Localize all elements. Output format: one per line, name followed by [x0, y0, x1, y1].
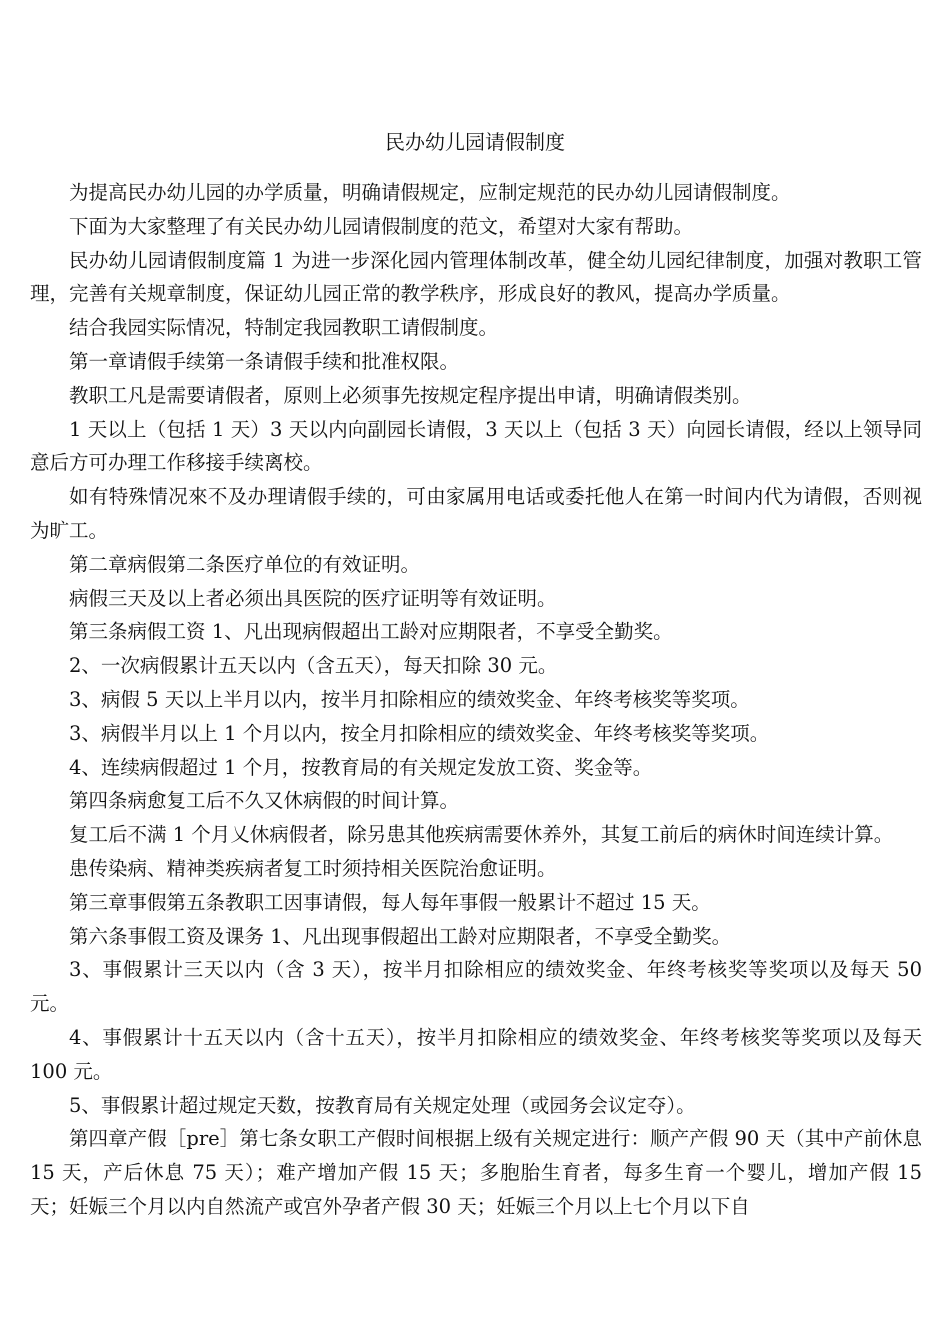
paragraph: 3、病假半月以上 1 个月以内，按全月扣除相应的绩效奖金、年终考核奖等奖项。: [69, 721, 770, 745]
paragraph: 3、病假 5 天以上半月以内，按半月扣除相应的绩效奖金、年终考核奖等奖项。: [69, 687, 750, 711]
paragraph: 为提高民办幼儿园的办学质量，明确请假规定，应制定规范的民办幼儿园请假制度。: [69, 181, 791, 204]
paragraph: 如有特殊情况來不及办理请假手续的，可由家属用电话或委托他人在第一时间内代为请假，否则视为旷工。: [30, 485, 922, 542]
document-body: [30, 176, 922, 1224]
paragraph: 教职工凡是需要请假者，原则上必须事先按规定程序提出申请，明确请假类别。: [69, 383, 752, 407]
paragraph: 复工后不满 1 个月乂休病假者，除另患其他疾病需要休养外，其复工前后的病休时间连续计算。: [69, 823, 894, 847]
paragraph: 第一章请假手续第一条请假手续和批准权限。: [69, 349, 460, 373]
paragraph: 第三条病假工资 1、凡出现病假超出工龄对应期限者，不享受全勤奖。: [69, 620, 673, 644]
paragraph: 4、连续病假超过 1 个月，按教育局的有关规定发放工资、奖金等。: [69, 755, 653, 779]
paragraph: 第四条病愈复工后不久又休病假的时间计算。: [69, 789, 460, 813]
paragraph: 下面为大家整理了有关民办幼儿园请假制度的范文，希望对大家有帮助。: [69, 214, 694, 238]
paragraph: 民办幼儿园请假制度篇 1 为进一步深化园内管理体制改革，健全幼儿园纪律制度，加强对教职工管理，完善有关规章制度，保证幼儿园正常的教学秩序，形成良好的教风，提高办学质量。: [30, 248, 922, 306]
paragraph: 第四章产假［pre］第七条女职工产假时间根据上级有关规定进行：顺产产假 90 天（其中产前休息 15 天，产后休息 75 天）；难产增加产假 15 天；多胞胎生育者，每多生育一个婴儿，增加产假 15 天；妊娠三个月以内自然流产或宫外孕者产假 30 天；妊娠三个月以上七个月以下自: [30, 1127, 922, 1218]
paragraph: 1 天以上（包括 1 天）3 天以内向副园长请假，3 天以上（包括 3 天）向园长请假，经以上领导同意后方可办理工作移接手续离校。: [30, 417, 922, 475]
paragraph: 第二章病假第二条医疗单位的有效证明。: [69, 552, 421, 576]
paragraph: 结合我园实际情况，特制定我园教职工请假制度。: [69, 316, 499, 340]
paragraph: 5、事假累计超过规定天数，按教育局有关规定处理（或园务会议定夺）。: [69, 1093, 696, 1117]
document-title: 民办幼儿园请假制度: [385, 130, 565, 154]
paragraph: 患传染病、精神类疾病者复工时须持相关医院治愈证明。: [69, 856, 557, 880]
paragraph: 病假三天及以上者必须出具医院的医疗证明等有效证明。: [69, 586, 557, 610]
paragraph: 第三章事假第五条教职工因事请假，每人每年事假一般累计不超过 15 天。: [69, 890, 711, 914]
paragraph: 3、事假累计三天以内（含 3 天），按半月扣除相应的绩效奖金、年终考核奖等奖项以及每天 50 元。: [30, 958, 922, 1016]
paragraph: 2、一次病假累计五天以内（含五天），每天扣除 30 元。: [69, 654, 558, 678]
paragraph: 4、事假累计十五天以内（含十五天），按半月扣除相应的绩效奖金、年终考核奖等奖项以及每天 100 元。: [30, 1025, 922, 1083]
paragraph: 第六条事假工资及课务 1、凡出现事假超出工龄对应期限者，不享受全勤奖。: [69, 924, 732, 948]
